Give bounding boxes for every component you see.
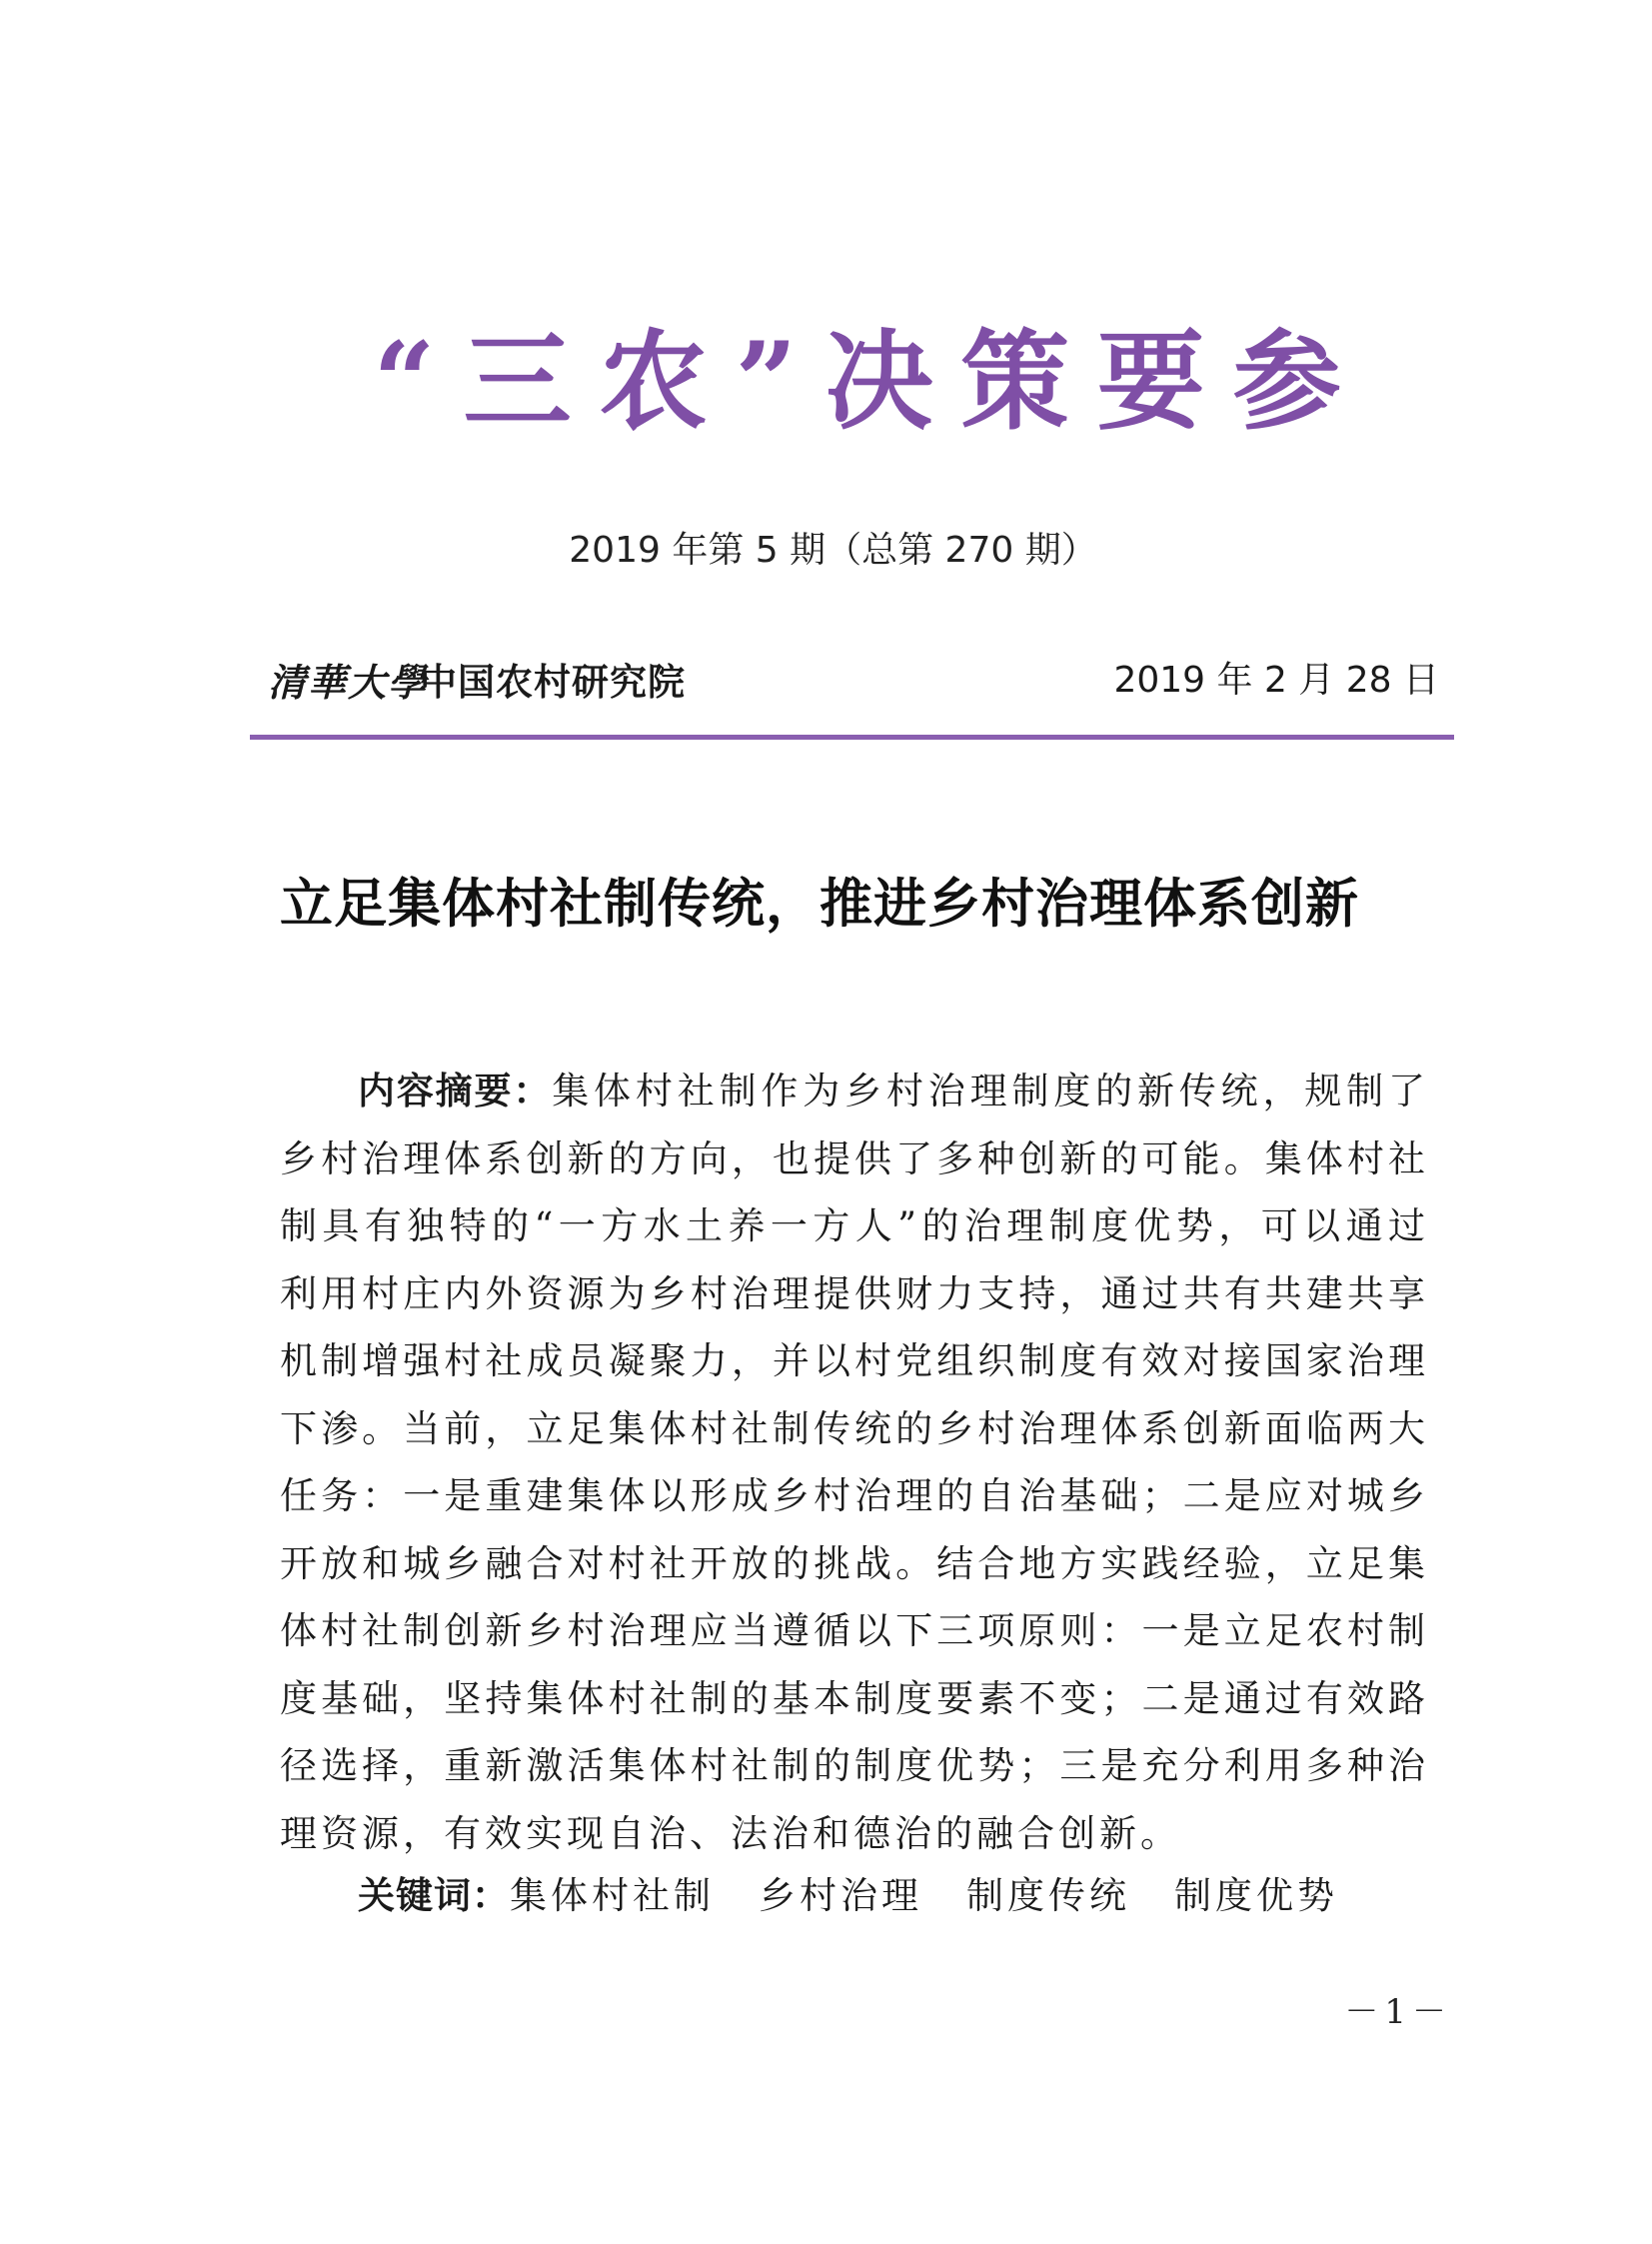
keywords-line [358,1865,1437,1919]
keyword-item: 制度优势 [1174,1874,1338,1917]
abstract-paragraph [280,1058,1429,1867]
page-number: －1－ [1344,1992,1452,2032]
institute-name: 中国农村研究院 [420,660,686,704]
abstract-text: 集体村社制作为乡村治理制度的新传统，规制了乡村治理体系创新的方向，也提供了多种创新的可能。集体村社制具有独特的“一方水土养一方人”的治理制度优势，可以通过利用村庄内外资源为乡村治理提供财力支持，通过共有共建共享机制增强村社成员凝聚力，并以村党组织制度有效对接国家治理下渗。当前，立足集体村社制传统的乡村治理体系创新面临两大任务：一是重建集体以形成乡村治理的自治基础；二是应对城乡开放和城乡融合对村社开放的挑战。结合地方实践经验，立足集体村社制创新乡村治理应当遵循以下三项原则：一是立足农村制度基础，坚持集体村社制的基本制度要素不变；二是通过有效路径选择，重新激活集体村社制的制度优势；三是充分利用多种治理资源，有效实现自治、法治和德治的融合创新。 [280,1070,1430,1855]
article-title: 立足集体村社制传统，推进乡村治理体系创新 [280,873,1359,935]
publisher-row [252,652,1451,708]
issue-number: 2019 年第 5 期（总第 270 期） [569,530,1097,571]
abstract-label: 内容摘要： [358,1070,553,1113]
university-logo: 清華大學 [268,660,429,705]
masthead-title: “三农”决策要参 [373,319,1369,445]
header-divider [250,735,1454,740]
keywords-label: 关键词： [358,1874,510,1917]
keyword-item: 乡村治理 [759,1874,922,1917]
keyword-item: 集体村社制 [510,1874,715,1917]
publication-date: 2019 年 2 月 28 日 [1113,660,1439,701]
keyword-item: 制度传统 [966,1874,1130,1917]
